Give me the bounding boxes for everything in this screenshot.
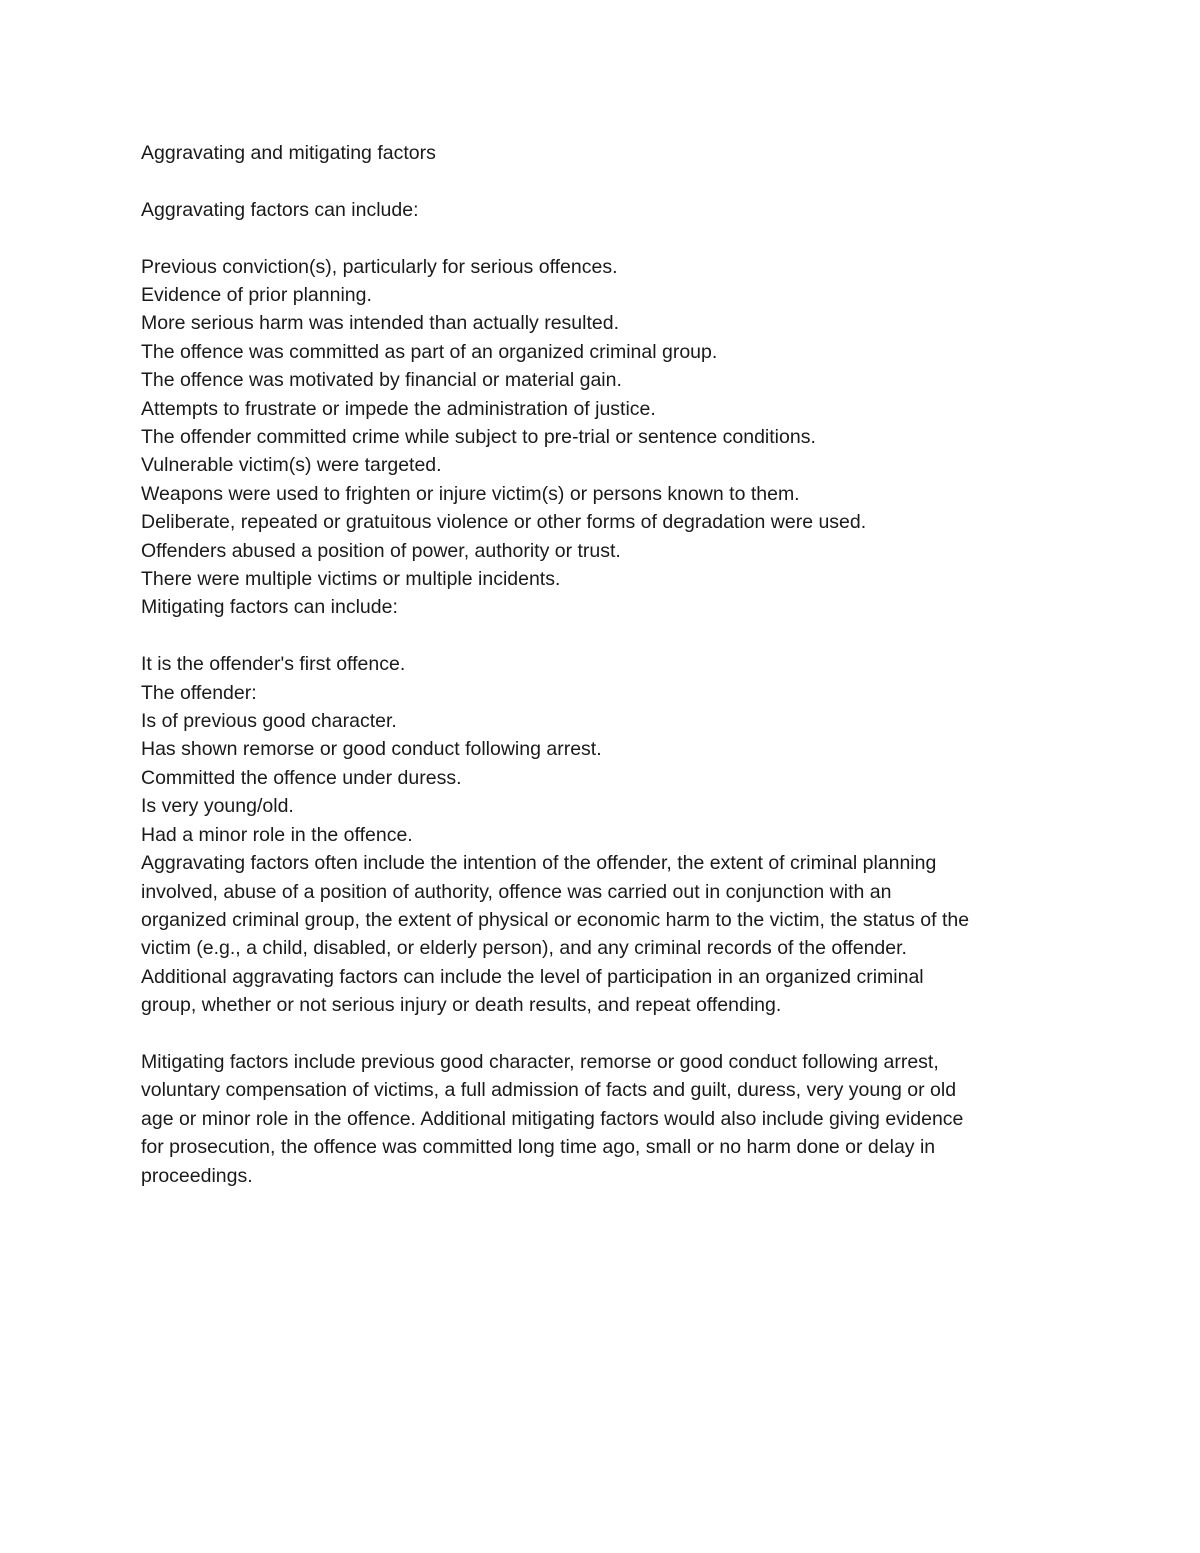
- list-item: Vulnerable victim(s) were targeted.: [141, 454, 442, 477]
- list-item: Is very young/old.: [141, 795, 294, 818]
- paragraph-line: age or minor role in the offence. Additional mitigating factors would also include giving evidence: [141, 1107, 964, 1130]
- list-item: Has shown remorse or good conduct following arrest.: [141, 738, 602, 761]
- paragraph-line: for prosecution, the offence was committed long time ago, small or no harm done or delay in: [141, 1136, 936, 1159]
- list-item: The offender:: [141, 681, 257, 704]
- list-item: The offence was motivated by financial or material gain.: [141, 369, 622, 392]
- spacer: [141, 224, 1066, 252]
- aggravating-intro: Aggravating factors can include:: [141, 198, 419, 221]
- spacer: [141, 167, 1066, 195]
- mitigating-paragraph: [141, 1048, 1066, 1190]
- document-body: [141, 139, 1066, 1190]
- list-item: More serious harm was intended than actually resulted.: [141, 312, 619, 335]
- list-item: Attempts to frustrate or impede the administration of justice.: [141, 397, 656, 420]
- paragraph-line: Additional aggravating factors can include the level of participation in an organized criminal: [141, 965, 924, 988]
- list-item: The offence was committed as part of an organized criminal group.: [141, 340, 718, 363]
- list-item: Offenders abused a position of power, authority or trust.: [141, 539, 621, 562]
- document-title: Aggravating and mitigating factors: [141, 142, 436, 164]
- list-item: Is of previous good character.: [141, 710, 397, 733]
- list-item: The offender committed crime while subject to pre-trial or sentence conditions.: [141, 426, 816, 449]
- list-item: Deliberate, repeated or gratuitous violence or other forms of degradation were used.: [141, 511, 867, 534]
- list-item: Weapons were used to frighten or injure victim(s) or persons known to them.: [141, 482, 800, 505]
- list-item: It is the offender's first offence.: [141, 653, 406, 676]
- list-item: Evidence of prior planning.: [141, 284, 372, 306]
- list-item: There were multiple victims or multiple incidents.: [141, 568, 561, 591]
- list-item: Had a minor role in the offence.: [141, 823, 413, 846]
- paragraph-line: proceedings.: [141, 1164, 253, 1187]
- mitigating-list: [141, 650, 1066, 849]
- aggravating-paragraph: [141, 849, 1066, 1019]
- paragraph-line: Mitigating factors include previous good character, remorse or good conduct following arrest,: [141, 1050, 939, 1073]
- paragraph-line: organized criminal group, the extent of physical or economic harm to the victim, the status of the: [141, 908, 970, 931]
- paragraph-line: group, whether or not serious injury or death results, and repeat offending.: [141, 994, 782, 1017]
- paragraph-line: voluntary compensation of victims, a full admission of facts and guilt, duress, very young or old: [141, 1079, 957, 1102]
- list-item: Previous conviction(s), particularly for serious offences.: [141, 255, 618, 278]
- spacer: [141, 1020, 1066, 1048]
- paragraph-line: victim (e.g., a child, disabled, or elderly person), and any criminal records of the offender.: [141, 937, 907, 960]
- paragraph-line: involved, abuse of a position of authority, offence was carried out in conjunction with an: [141, 880, 892, 903]
- spacer: [141, 622, 1066, 650]
- paragraph-line: Aggravating factors often include the intention of the offender, the extent of criminal planning: [141, 852, 937, 875]
- list-item: Committed the offence under duress.: [141, 766, 462, 789]
- mitigating-intro: Mitigating factors can include:: [141, 596, 398, 619]
- aggravating-list: [141, 253, 1066, 594]
